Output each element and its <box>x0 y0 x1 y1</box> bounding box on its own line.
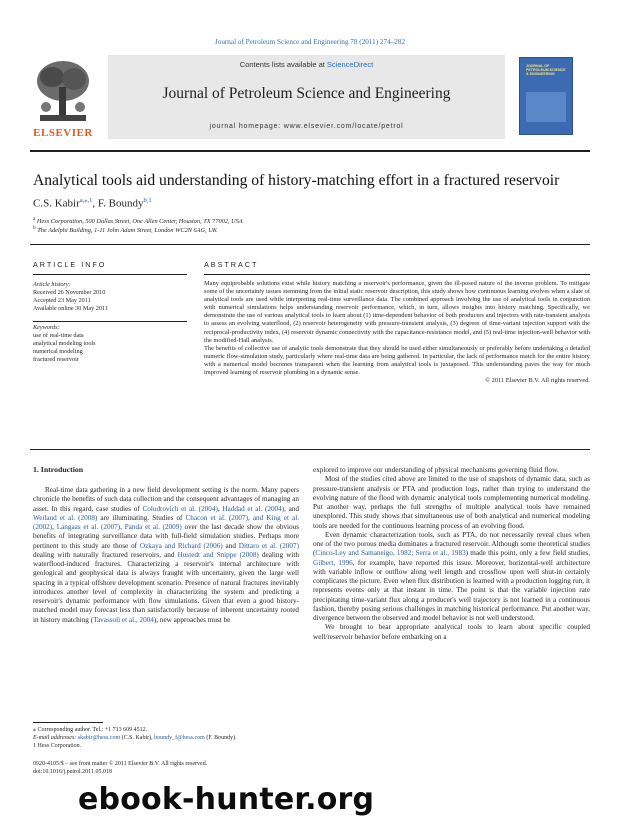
body-paragraph <box>313 531 590 624</box>
body-paragraph: explored to improve our understanding of physical mechanisms governing fluid flow. <box>313 466 559 474</box>
article-history <box>33 281 108 313</box>
body-text: are illuminating. Studies of <box>97 513 186 522</box>
section-rule <box>30 449 590 450</box>
abstract-body <box>204 280 590 385</box>
email-owner: (F. Boundy). <box>204 735 237 741</box>
email-label: E-mail addresses: <box>33 735 77 741</box>
citation-link[interactable]: Chacon et al. (2007), and King et al. (2002) <box>33 513 299 531</box>
cover-image <box>526 92 566 122</box>
journal-masthead <box>30 55 590 145</box>
copyright-notice: © 2011 Elsevier B.V. All rights reserved. <box>485 377 590 385</box>
doi-link[interactable]: doi:10.1016/j.petrol.2011.05.018 <box>33 769 112 775</box>
body-text: over the last decade show the obvious benefits of integrating surveillance data with full-field simulation studies. Perhaps more pertinent to this study are those of <box>33 523 300 550</box>
body-column-right <box>313 466 590 642</box>
body-paragraph <box>33 486 299 625</box>
author-affiliation-marker[interactable]: a,⁎,1 <box>79 197 93 204</box>
keywords-label: Keywords: <box>33 324 60 331</box>
journal-citation[interactable]: Journal of Petroleum Science and Engineering 78 (2011) 274–282 <box>214 38 406 46</box>
abstract-paragraph: The benefits of collective use of analytic tools demonstrate that they should be used either simultaneously or preferably before undertaking a detailed numeric flow-simulation study, particularly where real-time data are being gathered. In particular, the lack of performance match for the entire history with a numerical model becomes transparent when the learning from analytical tools is juxtaposed. This understanding paves the way for much improved learning of reservoir plumbing in a dynamic sense. <box>204 344 590 377</box>
body-text: and <box>222 541 239 550</box>
corresponding-author-note: ⁎ Corresponding author. Tel.: +1 713 609 4512. <box>33 727 148 733</box>
author-line <box>33 196 152 210</box>
body-paragraph: Most of the studies cited above are limited to the use of snapshots of dynamic data, such as pressure-transient analysis or PTA and production logs, rather than trying to understand the evolving nature of the flood with dynamic analytical tools complementing numerical modeling. Put another way, perhaps the full strengths of multiple analytical tools have remained unexplored. This study shows that simultaneous use of both analytical and numerical modeling tools are needed for the continuous learning process of an evolving flood. <box>313 475 590 530</box>
footnotes <box>33 726 237 750</box>
journal-homepage[interactable]: journal homepage: www.elsevier.com/locate/petrol <box>209 123 404 130</box>
history-label: Article history: <box>33 281 71 288</box>
keywords-rule <box>33 321 187 322</box>
body-text: dealing with waterflood-induced fractures. Characterizing a reservoir's internal architecture with geological and geophysical data is always fraught with uncertainty, given the large well spacing in a typical offshore development scenario. Presence of natural fractures inevitably introduces another level of complexity in characterizing the system and predicting a reservoir's dynamic performance with flow simulations. Given that even a good history-matched model may forecast less than satisfactorily because of inherent uncertainty rooted in history matching ( <box>33 550 300 624</box>
author-separator: , <box>92 197 98 210</box>
email-link[interactable]: skabir@hess.com <box>77 735 121 741</box>
sciencedirect-link[interactable]: ScienceDirect <box>326 60 374 69</box>
accepted-date: Accepted 23 May 2011 <box>33 297 91 304</box>
body-text: ), new approaches must be <box>153 615 231 624</box>
body-text: , <box>120 523 125 531</box>
email-note <box>33 734 237 742</box>
citation-link[interactable]: Gilbert, 1996 <box>313 558 353 567</box>
body-text: , and <box>284 504 299 513</box>
affiliation-note: 1 Hess Corporation. <box>33 743 82 749</box>
journal-title-box <box>108 55 505 139</box>
body-text: , for example, have reported this issue. Moreover, horizontal-well architecture with variable inflow or outflow along well length and crossflow upon well shut-in certainly complicates the picture. Even when flux distribution is learned with a production logging run, it represents events only at that instant in time. The point is that the variable injection rate precipitating time-variant flux along a producer's well trajectory is not learned in a continuous fashion, thereby posing serious challenges in matching historical performance. Put another way, divergence between the observed and model behavior is not well understood. <box>313 558 591 622</box>
received-date: Received 26 November 2010 <box>33 289 106 296</box>
citation-link[interactable]: Hustedt and Snippe (2008) <box>177 550 259 559</box>
online-date: Available online 30 May 2011 <box>33 305 108 312</box>
cover-title: JOURNAL OF PETROLEUM SCIENCE & ENGINEERING <box>526 64 566 77</box>
affiliation-text: Hess Corporation, 500 Dallas Street, One Allen Center, Houston, TX 77002, USA <box>35 218 243 226</box>
body-text: Real-time data gathering in a new field development setting is the norm. Many papers chronicle the benefits of such data collection and the consequent advantages of managing an asset. In this regard, case studies of <box>33 486 299 513</box>
author-name: F. Boundy <box>97 197 144 210</box>
contents-prefix: Contents lists available at <box>239 60 327 69</box>
affiliation-marker: a <box>33 216 36 222</box>
citation-link[interactable]: Tavassoli et al., 2004 <box>93 615 154 624</box>
issn-block <box>33 760 207 776</box>
masthead-rule <box>30 150 590 152</box>
citation-link[interactable]: Langaas et al. (2007) <box>56 523 121 531</box>
elsevier-tree-icon <box>30 57 96 127</box>
keyword: numerical modeling <box>33 348 83 355</box>
body-text: Even dynamic characterization tools, such as PTA, do not necessarily reveal clues when one of the two porous media dominates a fractured reservoir. Although some theoretical studies ( <box>313 530 590 558</box>
citation-link[interactable]: Weiland et al. (2008) <box>33 513 98 522</box>
citation-link[interactable]: Ozkaya and Richard (2006) <box>139 541 223 550</box>
citation-link[interactable]: Haddad et al. (2004) <box>222 504 285 513</box>
paper-title: Analytical tools aid understanding of history-matching effort in a fractured reservoir <box>33 172 560 189</box>
email-owner: (C.S. Kabir), <box>120 735 155 741</box>
journal-cover-thumbnail <box>519 57 573 135</box>
section-heading: 1. Introduction <box>33 465 84 474</box>
keyword: use of real-time data <box>33 332 84 339</box>
elsevier-logo <box>30 57 96 139</box>
footnote-rule <box>33 722 103 723</box>
citation-link[interactable]: Coludrovich et al. (2004) <box>142 504 218 513</box>
watermark: ebook-hunter.org <box>78 782 375 817</box>
article-info-heading: ARTICLE INFO <box>33 260 107 269</box>
email-link[interactable]: boundy_f@hess.com <box>154 735 205 741</box>
author-affiliation-marker[interactable]: b,1 <box>143 197 152 204</box>
citation-link[interactable]: Cinco-Ley and Samaneigo, 1982; Serra et al., 1983 <box>315 549 466 558</box>
contents-line <box>108 60 505 69</box>
citation-link[interactable]: Panda et al. (2009) <box>124 523 182 531</box>
publisher-name: ELSEVIER <box>33 127 93 139</box>
article-info-rule <box>33 274 187 275</box>
abstract-paragraph: Many equiprobable solutions exist while history matching a reservoir's performance, given the ill-posed nature of the inverse problem. To mitigate some of the uncertainty issues stemming from the initial static reservoir description, this study shows how continuous learning evolves when a slate of analytical tools are used while interpreting real-time surveillance data. The combined approach involving the use of analytical tools in conjunction with numerical simulations helps understanding reservoir performance, which, in turn, allows insights into history matching. Specifically, we demonstrate the use of various analytical tools to learn about (1) time-dependent behavior of both producers and injectors with rate-transient analysis to assess an evolving waterflood, (2) reservoir heterogeneity with pressure-transient analysis, (3) degrees of time-variant injection support with the reciprocal-productivity index, (4) reservoir dynamic connectivity with the capacitance-resistance model, and (5) real-time injection-well behavior with the modified-Hall analysis. <box>204 280 590 344</box>
affiliation-marker: b <box>33 225 36 231</box>
body-column-left <box>33 486 299 625</box>
affiliation <box>33 225 217 234</box>
abstract-rule <box>204 274 590 275</box>
body-paragraph: We brought to bear appropriate analytical tools to learn about specific coupled well/reservoir behavior before embarking on a <box>313 623 590 641</box>
affiliation-text: The Adelphi Building, 1-11 John Adam Street, London WC2N 6AG, UK <box>35 227 217 235</box>
affiliation <box>33 216 243 225</box>
abstract-heading: ABSTRACT <box>204 260 259 269</box>
keywords-block <box>33 324 96 364</box>
journal-name: Journal of Petroleum Science and Engineering <box>162 85 451 102</box>
body-text: ) made this point, only a few field studies, <box>465 549 591 558</box>
body-text: dealing with naturally fractured reservoirs, and <box>33 550 178 559</box>
body-text: , <box>217 504 223 513</box>
author-name: C.S. Kabir <box>33 197 80 210</box>
body-text: , <box>52 523 57 531</box>
citation-link[interactable]: Dittaro et al. (2007) <box>238 541 299 550</box>
keyword: analytical modeling tools <box>33 340 96 347</box>
issn-line: 0920-4105/$ – see front matter © 2011 Elsevier B.V. All rights reserved. <box>33 761 208 767</box>
section-rule <box>30 244 590 245</box>
keyword: fractured reservoir <box>33 356 79 363</box>
